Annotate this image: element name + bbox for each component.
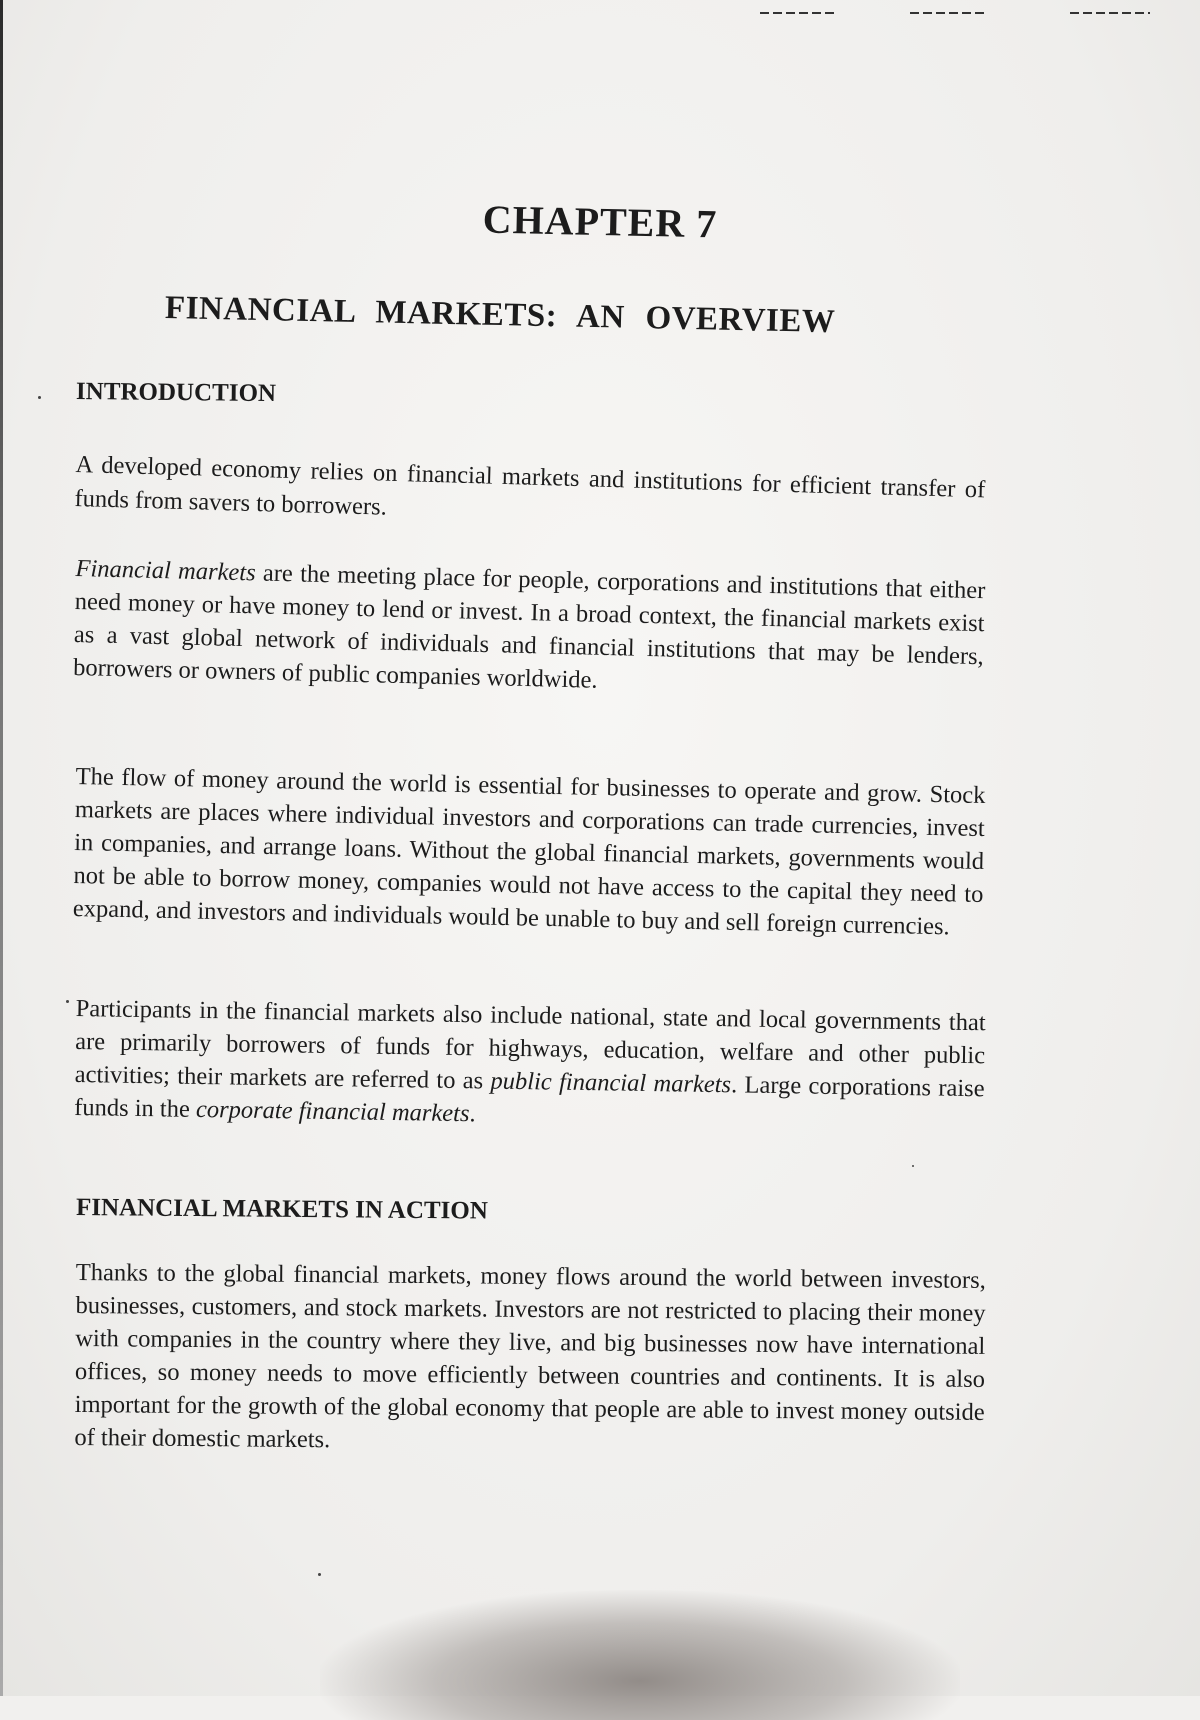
paragraph: Financial markets are the meeting place for people, corporations and institutions that either need money or have money to lend or invest. In a broad context, the financial markets exist as a vast global network of individuals and financial institutions that may be lenders, borrowers or owners of public companies worldwide. bbox=[72, 554, 986, 694]
chapter-number: CHAPTER 7 bbox=[482, 196, 718, 247]
top-edge-marks bbox=[760, 12, 1180, 18]
paragraph: Thanks to the global financial markets, money flows around the world between investors, businesses, customers, and stock markets. Investors are not restricted to placing their money with companies in the country where they live, and big businesses now have international offices, so money needs to move efficiently between countries and continents. It is also important for the growth of the global economy that people are able to invest money outside of their domestic markets. bbox=[74, 1258, 986, 1454]
emphasis: corporate financial markets bbox=[195, 1095, 470, 1128]
section-heading-financial-markets-in-action: FINANCIAL MARKETS IN ACTION bbox=[75, 1194, 488, 1225]
scan-speck bbox=[318, 1573, 321, 1576]
page-edge-shadow bbox=[0, 0, 3, 1696]
scan-speck bbox=[38, 396, 41, 399]
scan-shadow bbox=[320, 1590, 960, 1720]
paragraph: Participants in the financial markets also include national, state and local governments that are primarily borrowers of funds for highways, education, welfare and other public activities; their markets are referred to as public financial markets. Large corporations raise funds in the corporate financial markets. bbox=[73, 994, 986, 1128]
scan-speck bbox=[66, 1000, 69, 1003]
emphasis: Financial markets bbox=[75, 554, 256, 587]
scan-speck bbox=[912, 1165, 914, 1167]
emphasis: public financial markets bbox=[490, 1067, 732, 1099]
chapter-title: FINANCIAL MARKETS: AN OVERVIEW bbox=[164, 290, 836, 341]
paragraph: The flow of money around the world is essential for businesses to operate and grow. Stock markets are places where individual investors and corporations can trade currencies, invest in companies, and arrange loans. Without the global financial markets, governments would not be able to borrow money, companies would not have access to the capital they need to expand, and investors and individuals would be unable to buy and sell foreign currencies. bbox=[72, 762, 986, 941]
section-heading-introduction: INTRODUCTION bbox=[75, 378, 277, 408]
paragraph: A developed economy relies on financial markets and institutions for efficient transfer of funds from savers to borrowers. bbox=[74, 450, 986, 521]
